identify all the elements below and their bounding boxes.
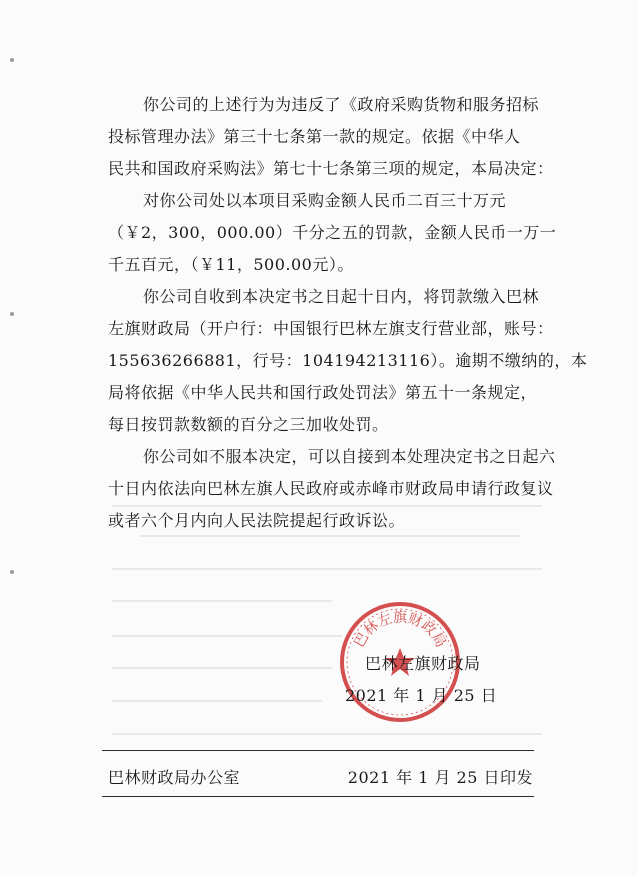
- seal-text: 巴林左旗财政局: [351, 610, 449, 651]
- body-line: 你公司自收到本决定书之日起十日内，将罚款缴入巴林: [143, 287, 540, 306]
- body-line: 民共和国政府采购法》第七十七条第三项的规定，本局决定：: [108, 159, 554, 178]
- body-line: 你公司的上述行为为违反了《政府采购货物和服务招标: [143, 95, 540, 114]
- bleed-through-mark: [112, 733, 542, 735]
- body-line: 左旗财政局（开户行：中国银行巴林左旗支行营业部，账号：: [108, 319, 554, 338]
- body-line: 局将依据《中华人民共和国行政处罚法》第五十一条规定，: [108, 383, 538, 402]
- issue-date: 2021 年 1 月 25 日: [345, 686, 498, 705]
- binding-mark: [10, 570, 14, 574]
- binding-mark: [10, 312, 14, 316]
- body-line: 千五百元，（￥11，500.00元）。: [108, 255, 354, 274]
- body-line: 对你公司处以本项目采购金额人民币二百三十万元: [143, 191, 507, 210]
- body-line: 你公司如不服本决定，可以自接到本处理决定书之日起六: [143, 447, 556, 466]
- bleed-through-mark: [112, 568, 542, 570]
- bleed-through-mark: [112, 505, 542, 507]
- footer-office: 巴林财政局办公室: [108, 768, 241, 787]
- body-line: 每日按罚款数额的百分之三加收处罚。: [108, 415, 389, 434]
- footer-bottom-rule: [102, 796, 534, 797]
- body-line: 155636266881，行号：104194213116）。逾期不缴纳的，本: [108, 351, 588, 370]
- footer-top-rule: [102, 750, 534, 751]
- issuer-name: 巴林左旗财政局: [365, 654, 481, 673]
- bleed-through-mark: [112, 667, 332, 669]
- bleed-through-mark: [112, 600, 332, 602]
- body-line: （￥2，300，000.00）千分之五的罚款，金额人民币一万一: [108, 223, 557, 242]
- bleed-through-mark: [112, 700, 322, 702]
- body-line: 十日内依法向巴林左旗人民政府或赤峰市财政局申请行政复议: [108, 479, 554, 498]
- body-line: 或者六个月内向人民法院提起行政诉讼。: [108, 511, 406, 530]
- binding-mark: [10, 58, 14, 62]
- body-line: 投标管理办法》第三十七条第一款的规定。依据《中华人: [108, 127, 521, 146]
- footer-print-date: 2021 年 1 月 25 日印发: [347, 768, 533, 787]
- bleed-through-mark: [140, 535, 520, 537]
- bleed-through-mark: [112, 635, 342, 637]
